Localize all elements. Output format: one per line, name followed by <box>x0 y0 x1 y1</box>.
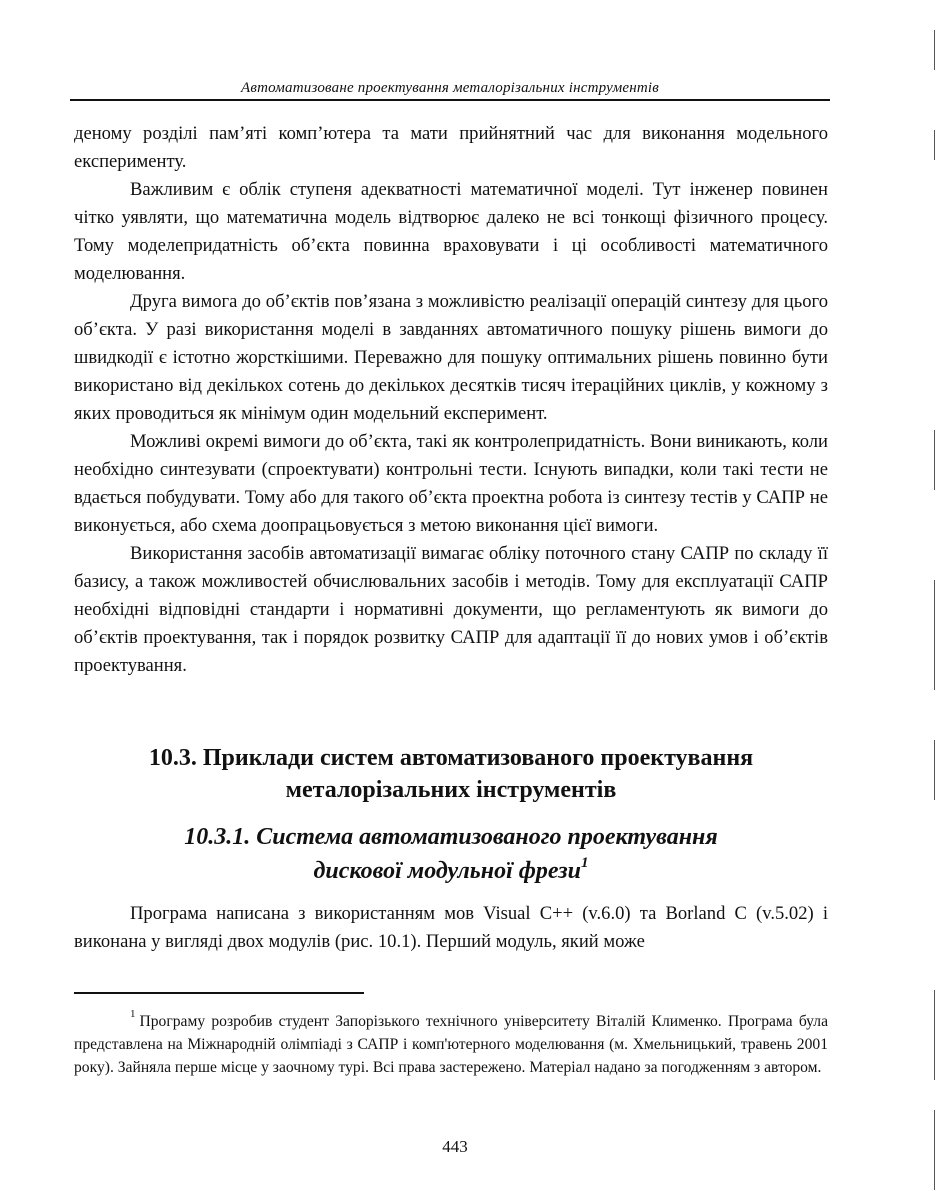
footnote-rule <box>74 992 364 994</box>
footnote <box>74 1007 828 1079</box>
section-heading-line: металорізальних інструментів <box>285 777 617 803</box>
scan-mark <box>934 1110 935 1190</box>
subsection-heading-line: 10.3.1. Система автоматизованого проектування <box>184 824 718 850</box>
paragraph: Можливі окремі вимоги до об’єкта, такі як контролепридатність. Вони виникають, коли необхідно синтезувати (спроектувати) контрольні тести. Існують випадки, коли такі тести не вдається побудувати. Тому або для такого об’єкта проектна робота із синтезу тестів у САПР не виконується, або схема доопрацьовується з метою виконання цієї вимоги. <box>74 431 828 536</box>
paragraph: Програма написана з використанням мов Visual C++ (v.6.0) та Borland C (v.5.02) і виконана у вигляді двох модулів (рис. 10.1). Перший модуль, який може <box>74 903 828 952</box>
footnote-reference: 1 <box>580 855 589 871</box>
scan-mark <box>934 130 935 160</box>
scan-mark <box>934 30 935 70</box>
subsection-heading-text: дискової модульної фрези <box>313 858 581 884</box>
scan-mark <box>934 580 935 690</box>
footnote-text: Програму розробив студент Запорізького технічного університету Віталій Клименко. Програма була представлена на Міжнародній олімпіаді з САПР і комп'ютерного моделювання (м. Хмельницький, травень 2001 року). Зайняла перше місце у заочному турі. Всі права застережено. Матеріал надано за погодженням з автором. <box>74 1013 828 1076</box>
continuation-text <box>74 900 828 956</box>
subsection-heading-line <box>74 854 828 888</box>
scan-edge <box>932 0 938 1191</box>
header-rule <box>70 99 830 101</box>
running-header: Автоматизоване проектування металорізальних інструментів <box>241 80 659 96</box>
section-heading <box>74 742 828 806</box>
scan-mark <box>934 740 935 800</box>
footnote-mark: 1 <box>130 1007 136 1020</box>
section-heading-line: 10.3. Приклади систем автоматизованого проектування <box>148 745 754 771</box>
body-text <box>74 120 828 680</box>
paragraph: деному розділі пам’яті комп’ютера та мати прийнятний час для виконання модельного експерименту. <box>74 123 828 172</box>
page-number: 443 <box>442 1137 468 1156</box>
paragraph: Друга вимога до об’єктів пов’язана з можливістю реалізації операцій синтезу для цього об’єкта. У разі використання моделі в завданнях автоматичного пошуку рішень вимоги до швидкодії є істотно жорсткішими. Переважно для пошуку оптимальних рішень повинно бути використано від декількох сотень до декількох десятків тисяч ітераційних циклів, у кожному з яких проводиться як мінімум один модельний експеримент. <box>74 291 828 424</box>
scan-mark <box>934 430 935 490</box>
paragraph: Використання засобів автоматизації вимагає обліку поточного стану САПР по складу її базису, а також можливостей обчислювальних засобів і методів. Тому для експлуатації САПР необхідні відповідні стандарти і нормативні документи, що регламентують як вимоги до об’єктів проектування, так і порядок розвитку САПР для адаптації її до нових умов і об’єктів проектування. <box>74 543 828 676</box>
scan-mark <box>934 990 935 1080</box>
subsection-heading <box>74 820 828 888</box>
paragraph: Важливим є облік ступеня адекватності математичної моделі. Тут інженер повинен чітко уявляти, що математична модель відтворює далеко не всі тонкощі фізичного процесу. Тому моделепридатність об’єкта повинна враховувати і ці особливості математичного моделювання. <box>74 179 828 284</box>
